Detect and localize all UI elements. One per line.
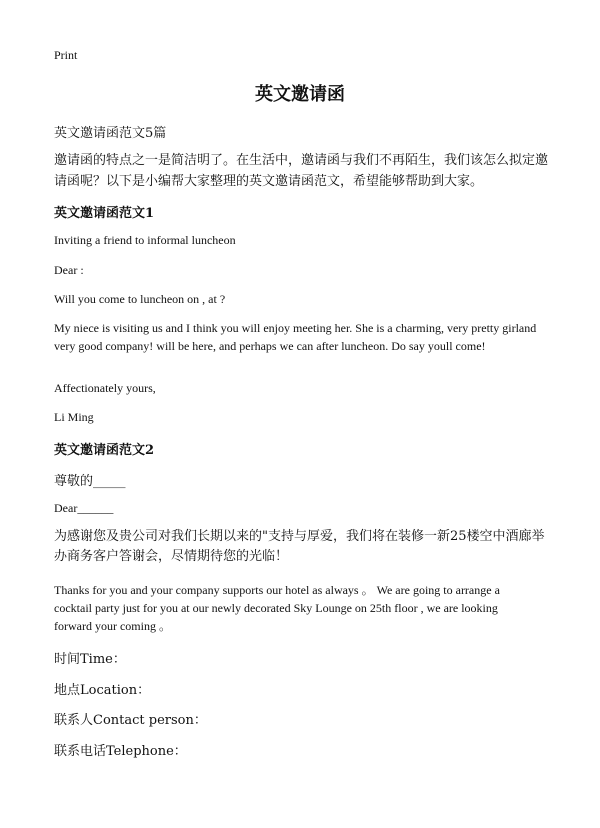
section1-heading: 英文邀请函范文1 <box>54 206 155 221</box>
section1-signature: Li Ming <box>54 410 94 424</box>
intro-paragraph: 邀请函的特点之一是简洁明了。在生活中，邀请函与我们不再陌生，我们该怎么拟定邀请函呢？以下是小编帮大家整理的英文邀请函范文，希望能够帮助到大家。 <box>54 153 549 189</box>
field-telephone: 联系电话Telephone： <box>54 744 187 759</box>
section1-body: My niece is visiting us and I think you will enjoy meeting her. She is a charming, very pretty girland very good company! will be here, and perhaps we can after luncheon. Do say youll come! <box>54 321 537 353</box>
field-location: 地点Location： <box>54 683 151 698</box>
section1-salutation: Dear : <box>54 263 84 277</box>
field-contact-person: 联系人Contact person： <box>54 713 207 728</box>
document-title: 英文邀请函 <box>255 84 345 105</box>
section1-subject: Inviting a friend to informal luncheon <box>54 233 236 247</box>
section2-dear: Dear______ <box>54 501 114 515</box>
document-subtitle: 英文邀请函范文5篇 <box>54 126 167 141</box>
section2-greeting: 尊敬的_____ <box>54 474 126 489</box>
print-link[interactable]: Print <box>54 48 78 62</box>
section2-heading: 英文邀请函范文2 <box>54 443 155 458</box>
section1-question: Will you come to luncheon on , at ? <box>54 292 226 306</box>
section2-cn-body: 为感谢您及贵公司对我们长期以来的"支持与厚爱，我们将在装修一新25楼空中酒廊举办商务客户答谢会，尽情期待您的光临！ <box>54 529 545 564</box>
field-time: 时间Time： <box>54 652 126 667</box>
section2-en-body: Thanks for you and your company supports our hotel as always 。 We are going to arrange a cocktail party just for you at our newly decorated Sky Lounge on 25th floor , we are looking forward your coming 。 <box>54 583 500 633</box>
section1-closing: Affectionately yours, <box>54 381 156 395</box>
